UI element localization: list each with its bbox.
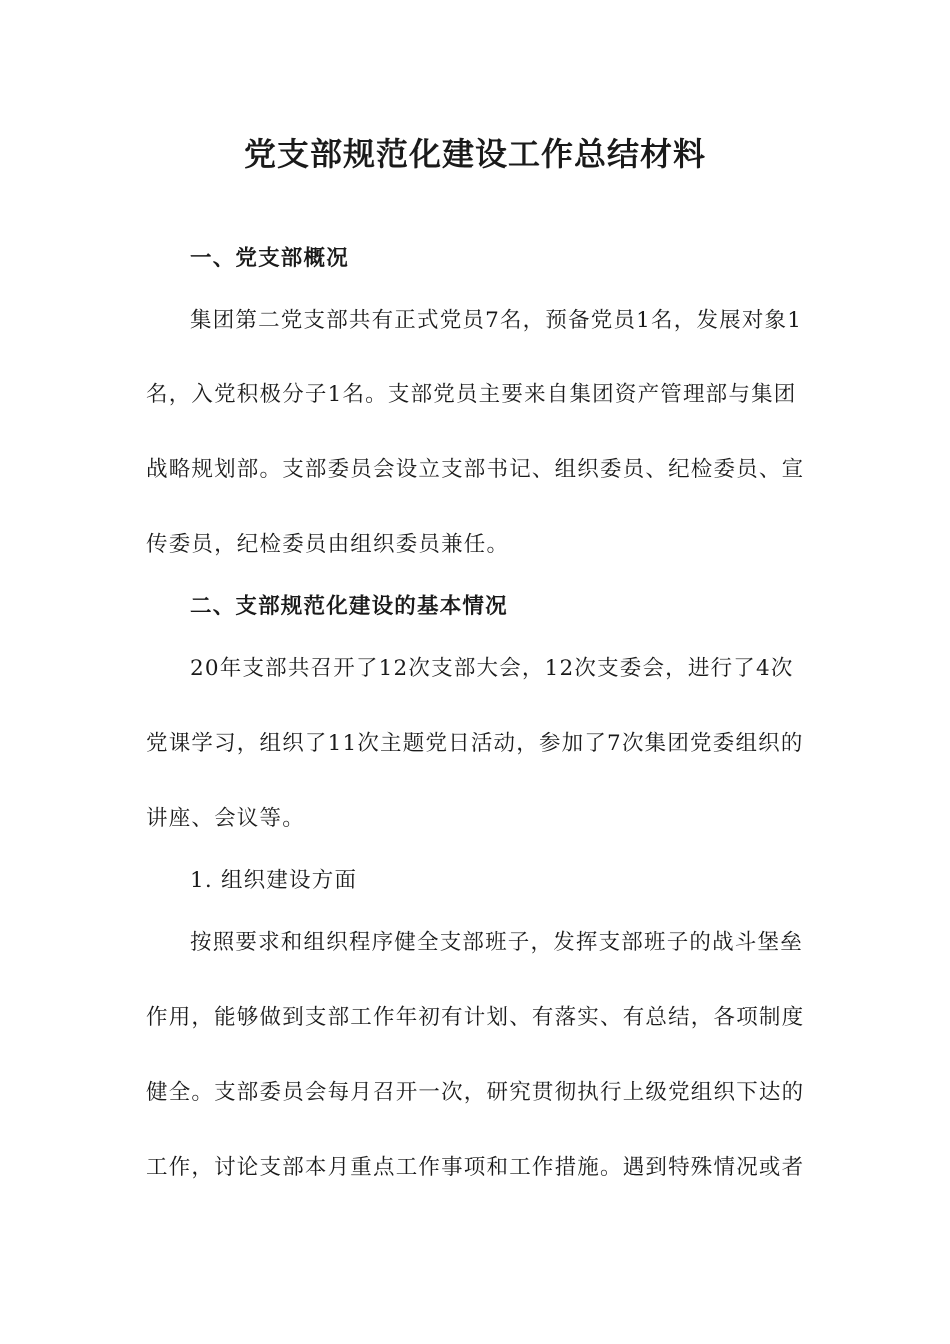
section-heading-1: 一、党支部概况 [190, 246, 349, 271]
paragraph-line: 讲座、会议等。 [146, 806, 305, 831]
paragraph-line: 20年支部共召开了12次支部大会，12次支委会，进行了4次 [190, 656, 794, 681]
paragraph-line: 名，入党积极分子1名。支部党员主要来自集团资产管理部与集团 [146, 382, 797, 407]
document-title: 党支部规范化建设工作总结材料 [243, 135, 706, 173]
subsection-heading: 1. 组织建设方面 [190, 868, 358, 893]
paragraph-line: 按照要求和组织程序健全支部班子，发挥支部班子的战斗堡垒 [190, 930, 803, 955]
paragraph-line: 工作，讨论支部本月重点工作事项和工作措施。遇到特殊情况或者 [146, 1155, 805, 1180]
paragraph-line: 传委员，纪检委员由组织委员兼任。 [146, 532, 510, 557]
section-heading-2: 二、支部规范化建设的基本情况 [190, 594, 508, 619]
paragraph-line: 健全。支部委员会每月召开一次，研究贯彻执行上级党组织下达的 [146, 1080, 805, 1105]
paragraph-line: 集团第二党支部共有正式党员7名，预备党员1名，发展对象1 [190, 308, 803, 333]
paragraph-line: 作用，能够做到支部工作年初有计划、有落实、有总结，各项制度 [146, 1005, 805, 1030]
paragraph-line: 党课学习，组织了11次主题党日活动，参加了7次集团党委组织的 [146, 731, 804, 756]
paragraph-line: 战略规划部。支部委员会设立支部书记、组织委员、纪检委员、宣 [146, 457, 805, 482]
